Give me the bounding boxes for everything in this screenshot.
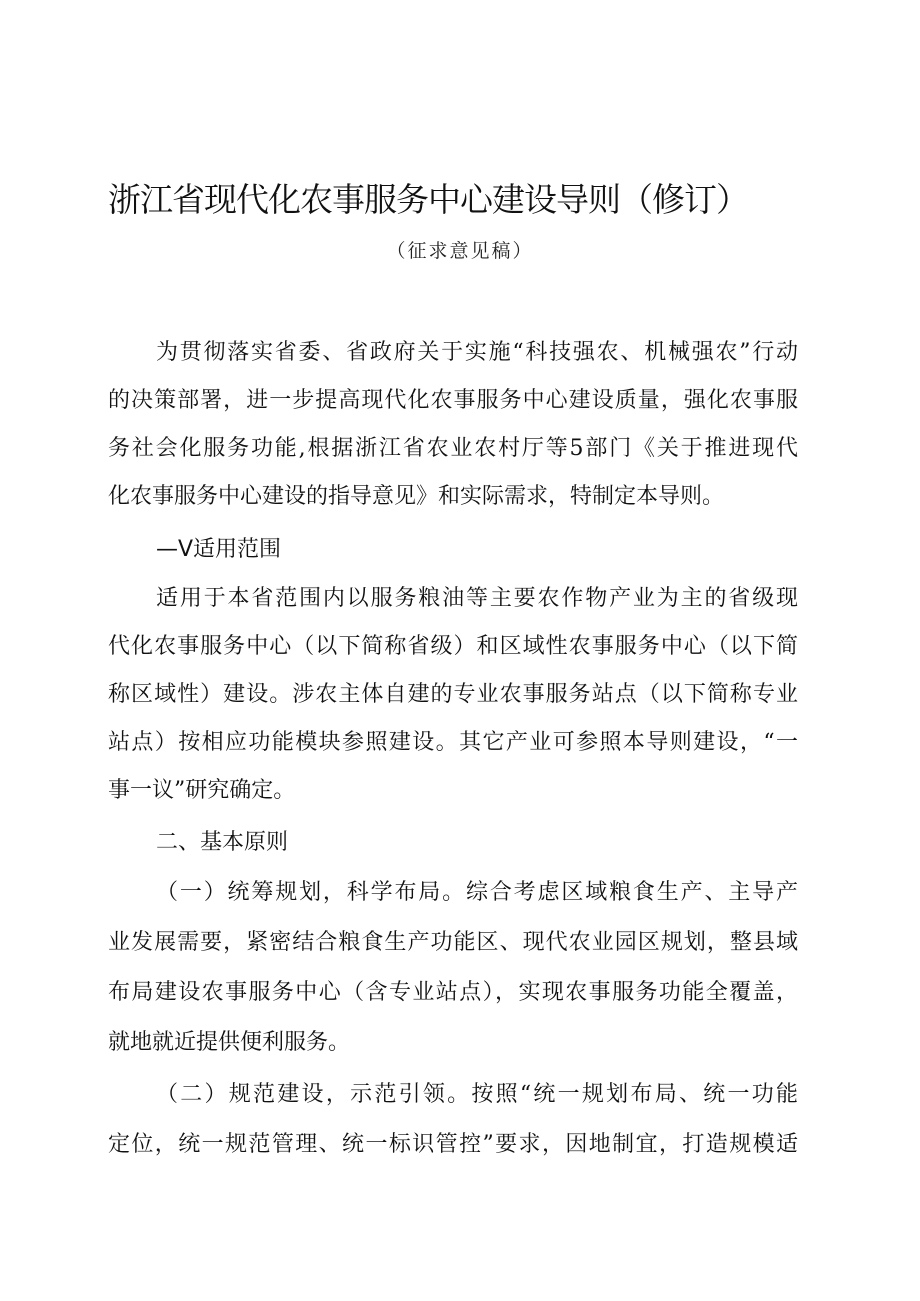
section-heading-scope: —V适用范围 — [156, 537, 282, 562]
scope-line: 称区域性）建设。涉农主体自建的专业农事服务站点（以下简称专业 — [108, 682, 798, 707]
document-subtitle: （征求意见稿） — [386, 240, 534, 262]
intro-line: 务社会化服务功能,根据浙江省农业农村厅等5部门《关于推进现代 — [108, 436, 798, 461]
principle-1-line: 业发展需要，紧密结合粮食生产功能区、现代农业园区规划，整县域 — [108, 930, 798, 955]
section-heading-principles: 二、基本原则 — [156, 830, 289, 855]
principle-1-line: （一）统筹规划，科学布局。综合考虑区域粮食生产、主导产 — [156, 880, 798, 905]
scope-line: 事一议”研究确定。 — [108, 778, 296, 803]
principle-2-line: 定位，统一规范管理、统一标识管控”要求，因地制宜，打造规模适 — [108, 1132, 798, 1157]
intro-line: 的决策部署，进一步提高现代化农事服务中心建设质量，强化农事服 — [108, 388, 798, 413]
scope-line: 适用于本省范围内以服务粮油等主要农作物产业为主的省级现 — [156, 586, 798, 611]
principle-1-line: 就地就近提供便利服务。 — [108, 1030, 351, 1055]
scope-line: 站点）按相应功能模块参照建设。其它产业可参照本导则建设，“一 — [108, 730, 798, 755]
principle-1-line: 布局建设农事服务中心（含专业站点），实现农事服务功能全覆盖， — [108, 980, 798, 1005]
document-title: 浙江省现代化农事服务中心建设导则（修订） — [108, 180, 748, 219]
intro-line: 为贯彻落实省委、省政府关于实施“科技强农、机械强农”行动 — [156, 340, 798, 365]
principle-2-line: （二）规范建设，示范引领。按照“统一规划布局、统一功能 — [156, 1082, 798, 1107]
intro-line: 化农事服务中心建设的指导意见》和实际需求，特制定本导则。 — [108, 484, 725, 509]
scope-line: 代化农事服务中心（以下简称省级）和区域性农事服务中心（以下简 — [108, 634, 798, 659]
